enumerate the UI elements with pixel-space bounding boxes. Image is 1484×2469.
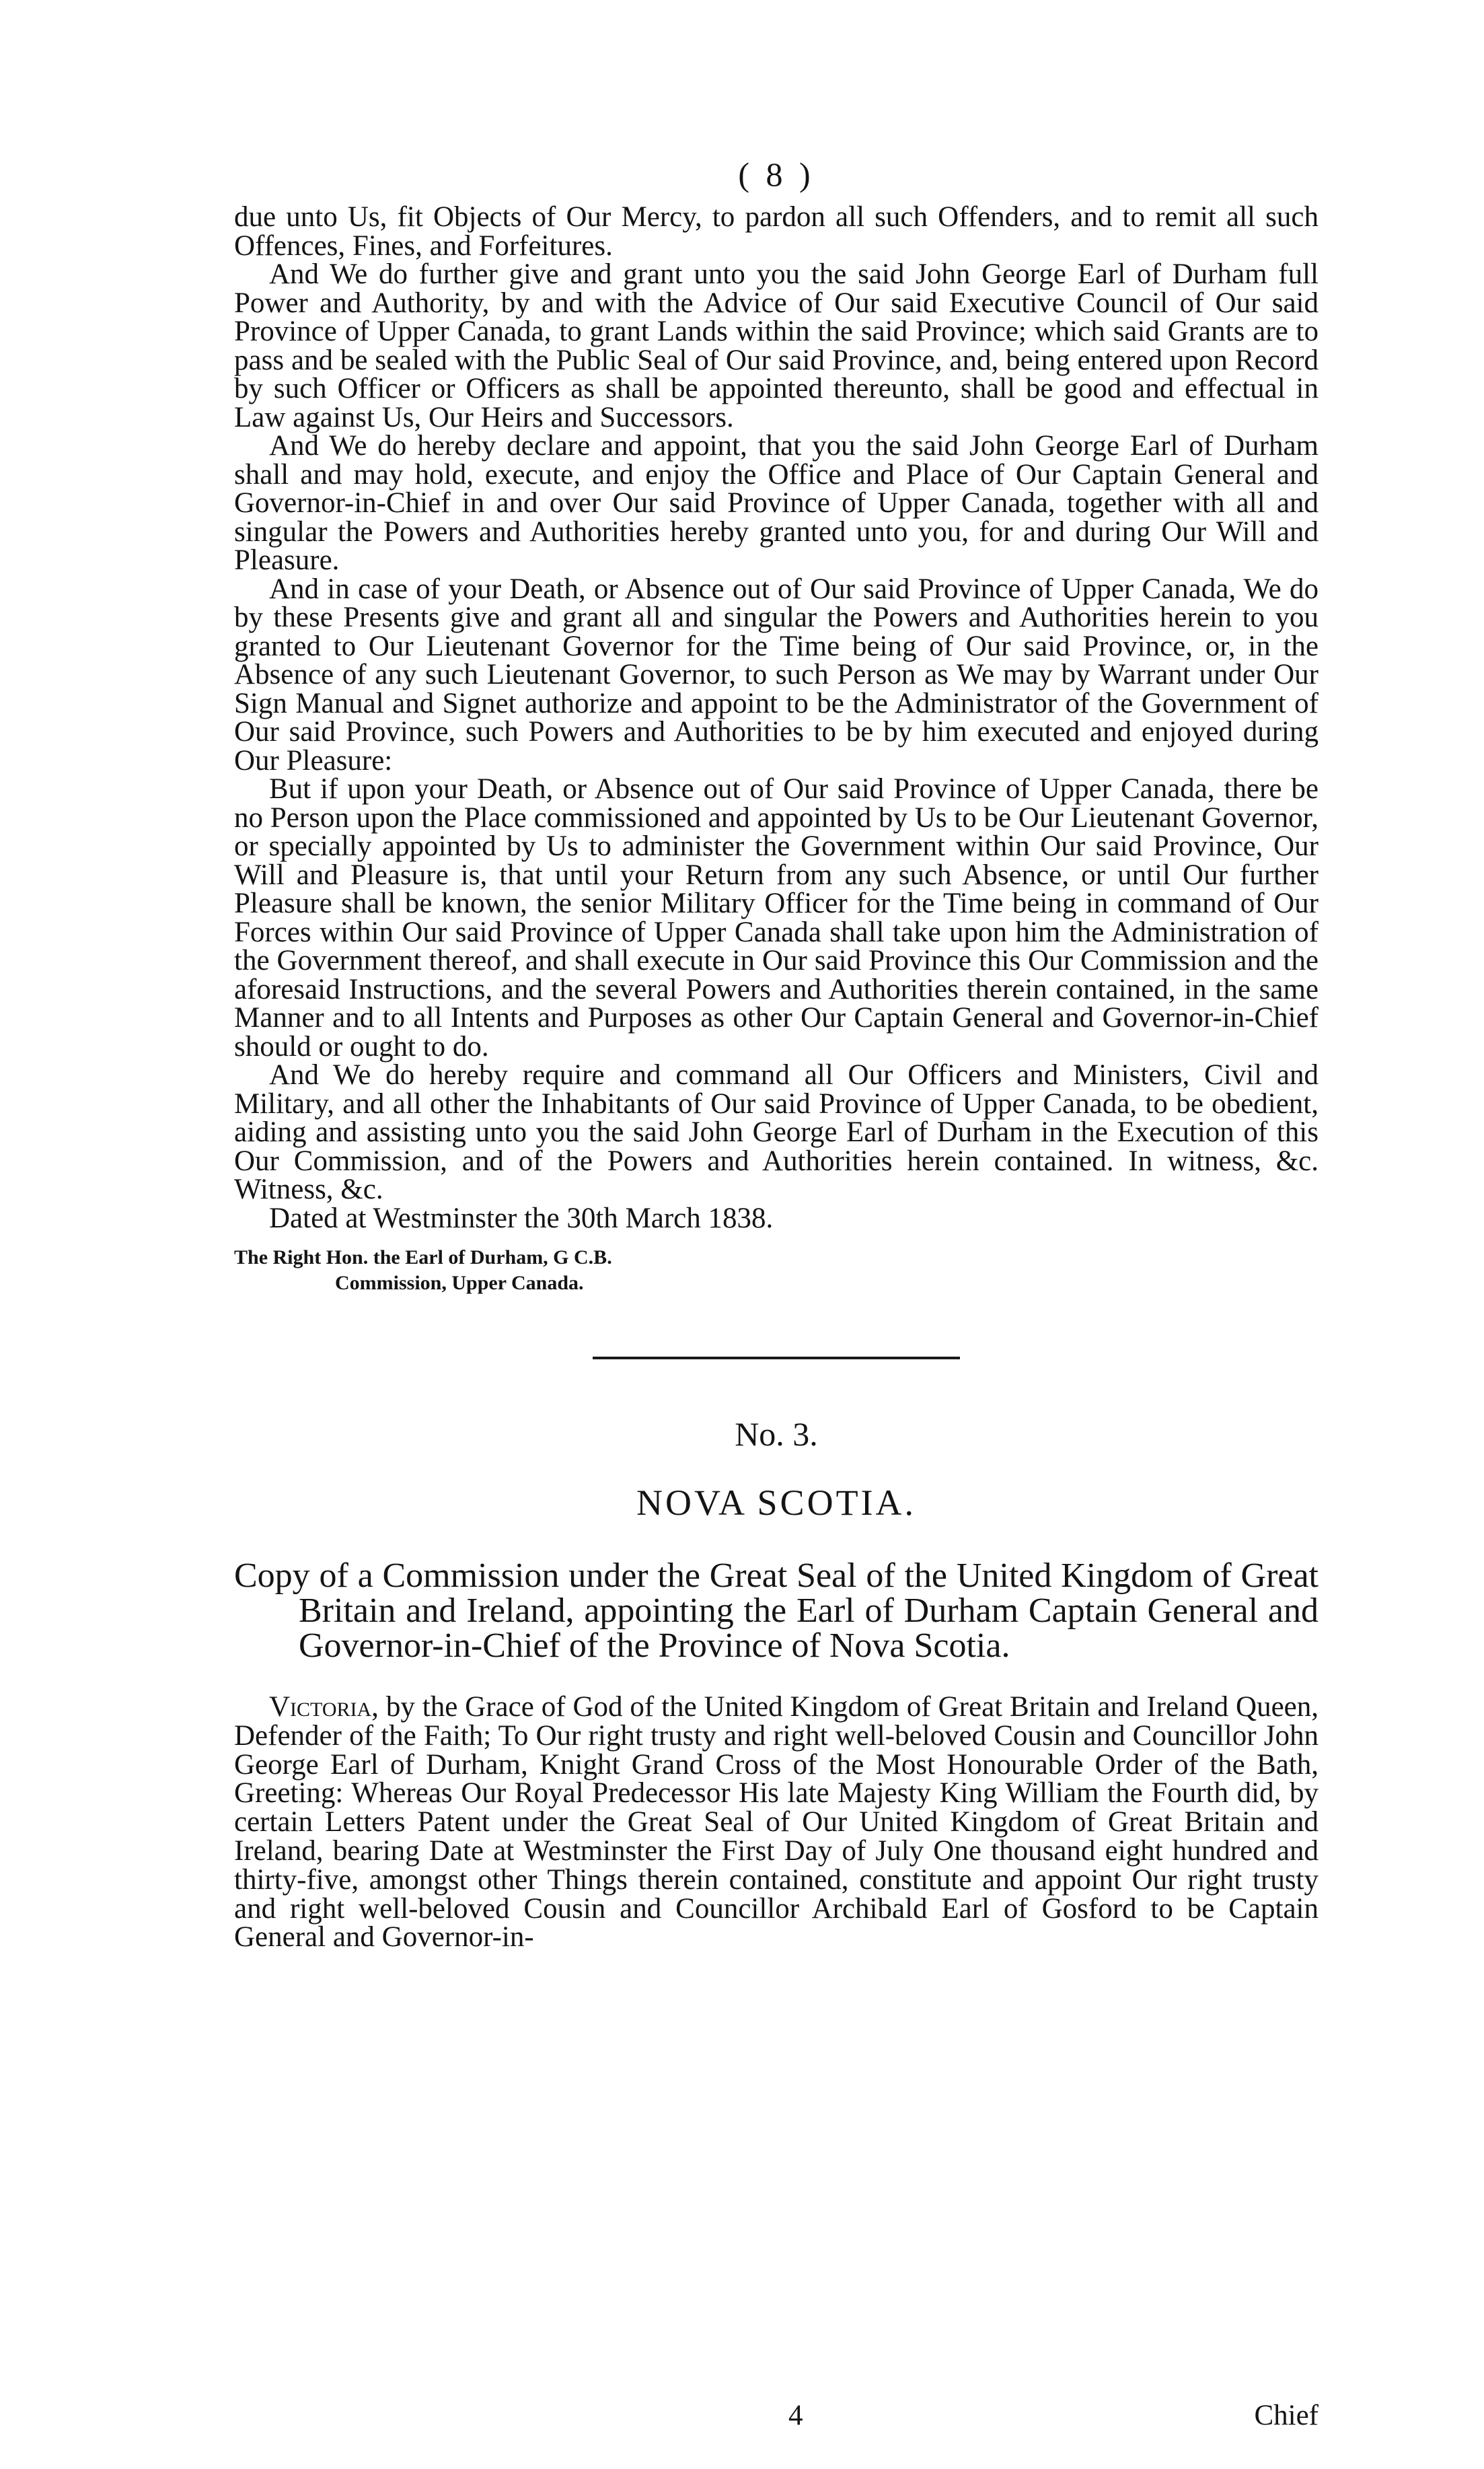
- section-divider: [593, 1357, 960, 1359]
- catchword: Chief: [1254, 2400, 1319, 2431]
- endorsement: [234, 1245, 1319, 1296]
- document-province: NOVA SCOTIA.: [636, 1482, 917, 1523]
- paragraph-5: But if upon your Death, or Absence out of Our said Province of Upper Canada, there be no Person upon the Place commissioned and appointed by Us to be Our Lieutenant Governor, or specially appointed by Us to administer the Government within Our said Province, Our Will and Pleasure is, that until your Return from any such Absence, or until Our further Pleasure shall be known, the senior Military Officer for the Time being in command of Our Forces within Our said Province of Upper Canada shall take upon him the Administration of the Government thereof, and shall execute in Our said Province this Our Commission and the aforesaid Instructions, and the several Powers and Authorities therein contained, in the same Manner and to all Intents and Purposes as other Our Captain General and Governor-in-Chief should or ought to do.: [234, 773, 1319, 1063]
- paragraph-3: And We do hereby declare and appoint, that you the said John George Earl of Durham shall and may hold, execute, and enjoy the Office and Place of Our Captain General and Governor-in-Chief in and over Our said Province of Upper Canada, together with all and singular the Powers and Authorities hereby granted unto you, for and during Our Will and Pleasure.: [234, 430, 1319, 576]
- signature-mark: 4: [788, 2400, 803, 2431]
- endorsement-line-2: Commission, Upper Canada.: [335, 1272, 584, 1294]
- nova-scotia-commission-text: [234, 1693, 1319, 1952]
- upper-canada-commission-text: [234, 203, 1319, 1233]
- document-number: No. 3.: [735, 1415, 818, 1453]
- document-page: [234, 155, 1319, 1952]
- paragraph-6: And We do hereby require and command all Our Officers and Ministers, Civil and Military, and all other the Inhabitants of Our said Province of Upper Canada, to be obedient, aiding and assisting unto you the said John George Earl of Durham in the Execution of this Our Commission, and of the Powers and Authorities herein contained. In witness, &c. Witness, &c.: [234, 1059, 1319, 1205]
- commission-body: by the Grace of God of the United Kingdom of Great Britain and Ireland Queen, Defender of the Faith; To Our right trusty and right well-beloved Cousin and Councillor John George Earl of Durham, Knight Grand Cross of the Most Honourable Order of the Bath, Greeting: Whereas Our Royal Predecessor His late Majesty King William the Fourth did, by certain Letters Patent under the Great Seal of Our United Kingdom of Great Britain and Ireland, bearing Date at Westminster the First Day of July One thousand eight hundred and thirty-five, amongst other Things therein contained, constitute and appoint Our right trusty and right well-beloved Cousin and Councillor Archibald Earl of Gosford to be Captain General and Governor-in-: [234, 1691, 1319, 1954]
- opening-word: Victoria,: [269, 1691, 379, 1723]
- paragraph-1: due unto Us, fit Objects of Our Mercy, to pardon all such Offenders, and to remit all such Offences, Fines, and Forfeitures.: [234, 201, 1319, 262]
- commission-paragraph: [234, 1693, 1319, 1952]
- paragraph-4: And in case of your Death, or Absence out of Our said Province of Upper Canada, We do by these Presents give and grant all and singular the Powers and Authorities herein to you granted to Our Lieutenant Governor for the Time being of Our said Province, or, in the Absence of any such Lieutenant Governor, to such Person as We may by Warrant under Our Sign Manual and Signet authorize and appoint to be the Administrator of the Government of Our said Province, such Powers and Authorities to be by him executed and enjoyed during Our Pleasure:: [234, 573, 1319, 777]
- endorsement-line-1: The Right Hon. the Earl of Durham, G C.B.: [234, 1246, 612, 1268]
- document-heading: Copy of a Commission under the Great Seal of the United Kingdom of Great Britain and Ireland, appointing the Earl of Durham Captain General and Governor-in-Chief of the Province of Nova Scotia.: [234, 1556, 1319, 1665]
- page-footer: [234, 2399, 1319, 2433]
- dated-line: Dated at Westminster the 30th March 1838.: [269, 1202, 774, 1234]
- page-number: ( 8 ): [738, 155, 815, 193]
- paragraph-2: And We do further give and grant unto you the said John George Earl of Durham full Power and Authority, by and with the Advice of Our said Executive Council of Our said Province of Upper Canada, to grant Lands within the said Province; which said Grants are to pass and be sealed with the Public Seal of Our said Province, and, being entered upon Record by such Officer or Officers as shall be appointed thereunto, shall be good and effectual in Law against Us, Our Heirs and Successors.: [234, 258, 1319, 433]
